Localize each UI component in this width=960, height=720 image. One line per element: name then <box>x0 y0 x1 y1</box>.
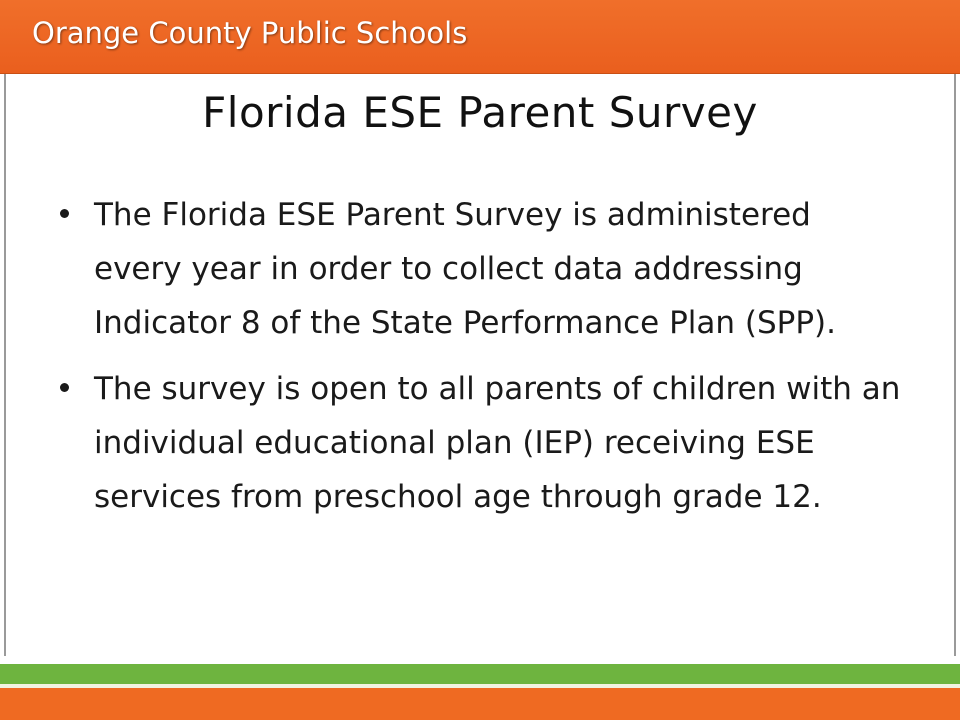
bullet-item <box>56 188 906 350</box>
bullet-item <box>56 362 906 524</box>
organization-title: Orange County Public Schools <box>32 16 468 50</box>
footer-orange-stripe <box>0 686 960 720</box>
left-border-line <box>4 74 6 656</box>
right-border-line <box>954 74 956 656</box>
slide-title: Florida ESE Parent Survey <box>202 88 758 137</box>
bullet-list <box>56 188 906 536</box>
bullet-text: The survey is open to all parents of children with an individual educational plan (IEP) receiving ESE services from preschool age through grade 12. <box>94 371 901 515</box>
bullet-dot-icon <box>60 209 69 218</box>
header-bar <box>0 0 960 74</box>
footer-bar <box>0 664 960 720</box>
footer-green-stripe <box>0 664 960 686</box>
footer-divider <box>0 684 960 688</box>
bullet-text: The Florida ESE Parent Survey is administered every year in order to collect data addressing Indicator 8 of the State Performance Plan (SPP). <box>94 197 837 341</box>
bullet-dot-icon <box>60 383 69 392</box>
